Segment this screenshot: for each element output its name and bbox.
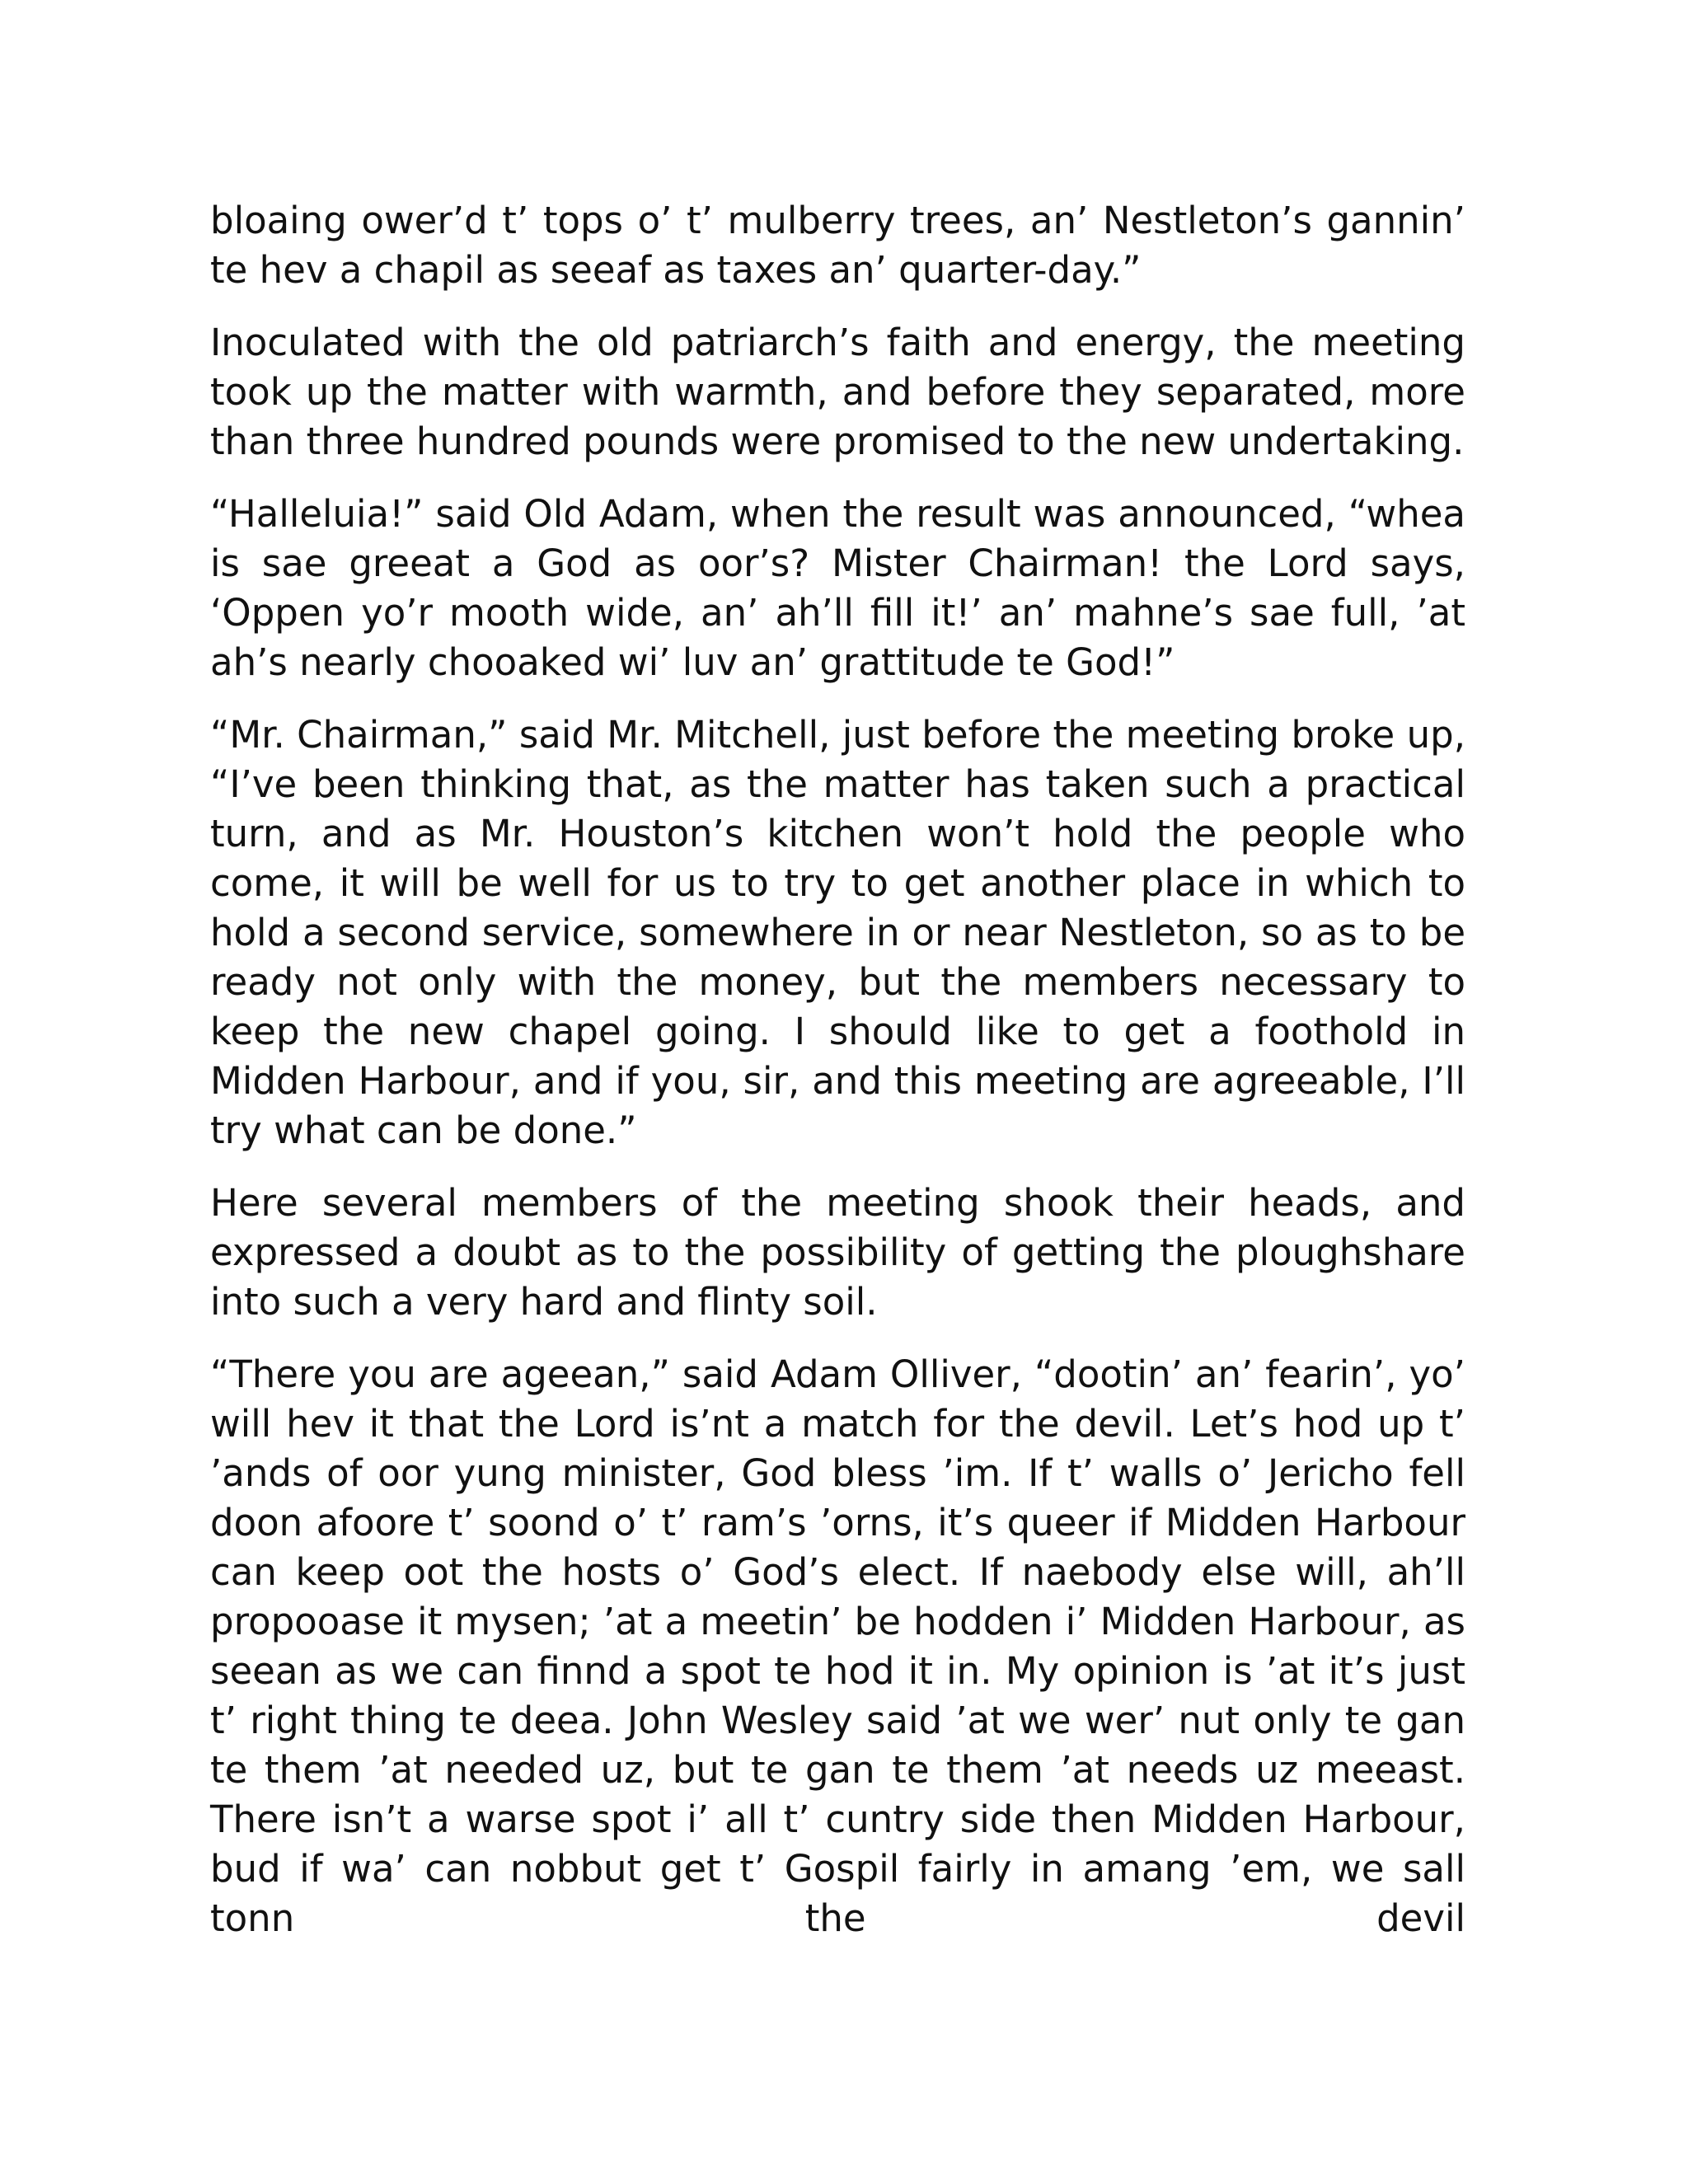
paragraph-mitchell: “Mr. Chairman,” said Mr. Mitchell, just before the meeting broke up, “I’ve been thinking that, as the matter has taken such a practical turn, and as Mr. Houston’s kitchen won’t hold the people who come, it will be well for us to try to get another place in which to hold a second service, somewhere in or near Nestleton, so as to be ready not only with the money, but the members necessary to keep the new chapel going. I should like to get a foothold in Midden Harbour, and if you, sir, and this meeting are agreeable, I’ll try what can be done.” xyxy=(210,713,1465,1152)
paragraph-halleluia: “Halleluia!” said Old Adam, when the result was announced, “whea is sae greeat a God as oor’s? Mister Chairman! the Lord says, ‘Oppen yo’r mooth wide, an’ ah’ll fill it!’ an’ mahne’s sae full, ’at ah’s nearly chooaked wi’ luv an’ grattitude te God!” xyxy=(210,492,1465,684)
paragraph-doubt: Here several members of the meeting shook their heads, and expressed a doubt as to the possibility of getting the ploughshare into such a very hard and flinty soil. xyxy=(210,1181,1465,1324)
paragraph-adam-olliver: “There you are ageean,” said Adam Olliver, “dootin’ an’ fearin’, yo’ will hev it that the Lord is’nt a match for the devil. Let’s hod up t’ ’ands of oor yung minister, God bless ’im. If t’ walls o’ Jericho fell doon afoore t’ soond o’ t’ ram’s ’orns, it’s queer if Midden Harbour can keep oot the hosts o’ God’s elect. If naebody else will, ah’ll propooase it mysen; ’at a meetin’ be hodden i’ Midden Harbour, as seean as we can finnd a spot te hod it in. My opinion is ’at it’s just t’ right thing te deea. John Wesley said ’at we wer’ nut only te gan te them ’at needed uz, but te gan te them ’at needs uz meeast. There isn’t a warse spot i’ all t’ cuntry side then Midden Harbour, bud if wa’ can nobbut get t’ Gospil fairly in amang ’em, we sall tonn the devil xyxy=(210,1352,1465,1940)
page-text xyxy=(210,196,1465,1943)
paragraph-meeting: Inoculated with the old patriarch’s faith and energy, the meeting took up the matter with warmth, and before they separated, more than three hundred pounds were promised to the new undertaking. xyxy=(210,321,1465,463)
paragraph-continuation: bloaing ower’d t’ tops o’ t’ mulberry trees, an’ Nestleton’s gannin’ te hev a chapil as seeaf as taxes an’ quarter-day.” xyxy=(210,199,1465,292)
